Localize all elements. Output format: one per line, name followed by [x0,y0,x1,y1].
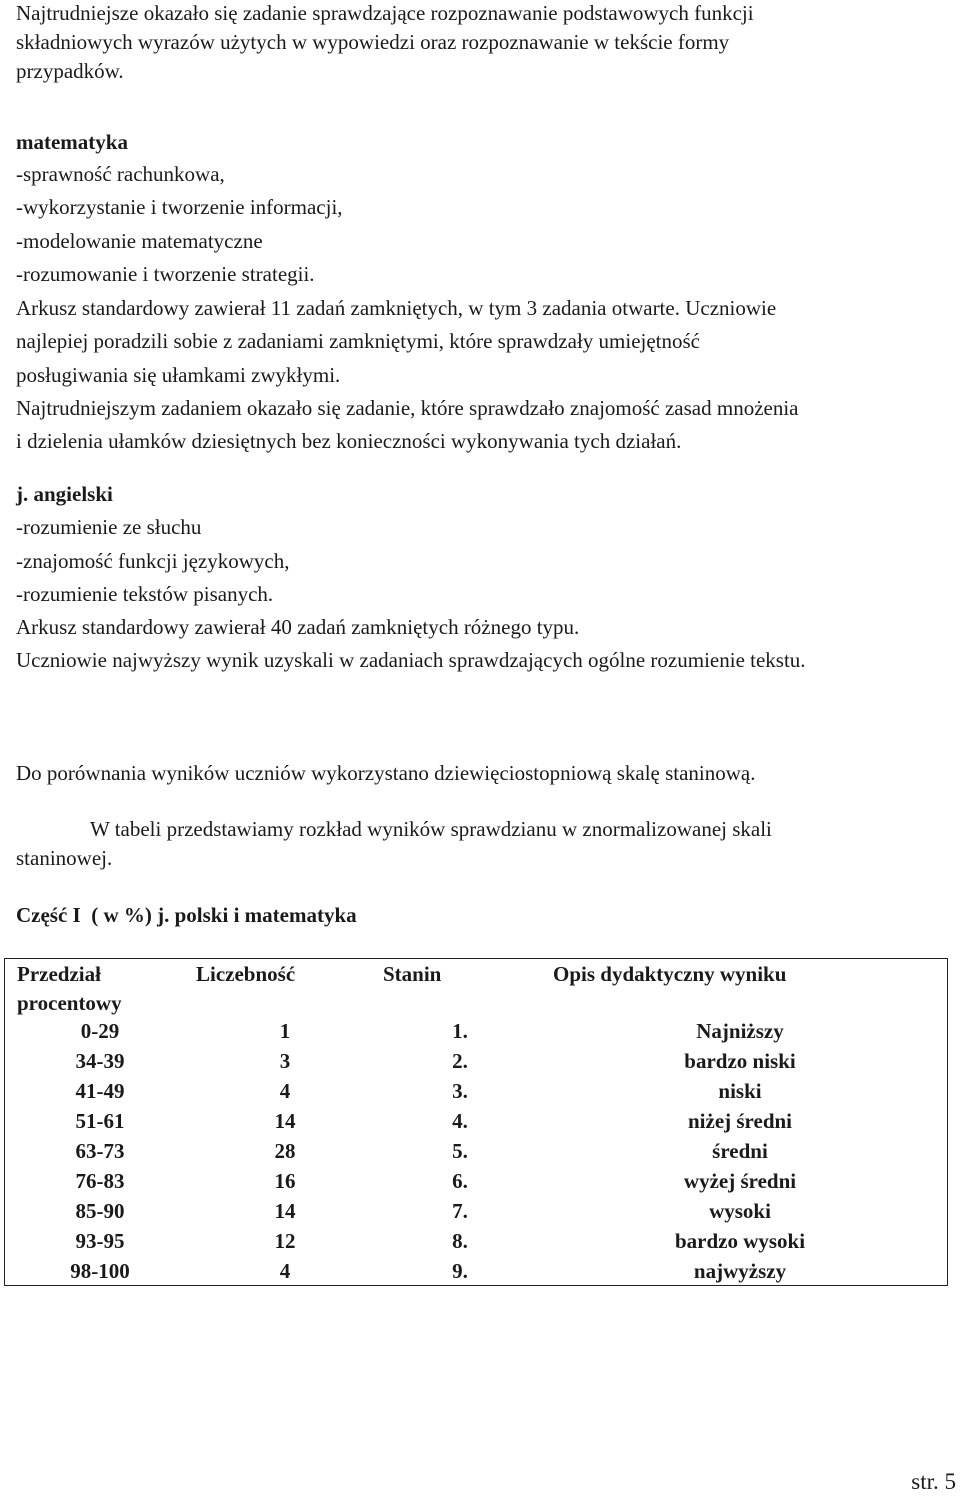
cell-description: wysoki [709,1199,771,1223]
header-range-line1: Przedział [17,962,101,986]
cell-description: średni [712,1139,768,1163]
cell-stanin: 6. [452,1169,468,1193]
cell-range: 63-73 [75,1139,125,1163]
cell-range: 85-90 [75,1199,125,1223]
cell-count: 14 [274,1109,296,1133]
cell-stanin: 5. [452,1139,468,1163]
table-row [5,1196,947,1226]
table-row [5,1256,947,1286]
cell-description: Najniższy [696,1019,784,1043]
cell-count: 4 [279,1079,291,1103]
header-stanin: Stanin [383,962,442,986]
intro-line: Najtrudniejsze okazało się zadanie sprawdzające rozpoznawanie podstawowych funkcji [16,1,754,25]
comparison-text: Do porównania wyników uczniów wykorzystano dziewięciostopniową skalę staninową. [16,761,756,785]
english-line: Arkusz standardowy zawierał 40 zadań zamkniętych różnego typu. [16,615,580,639]
math-paragraph-line: i dzielenia ułamków dziesiętnych bez konieczności wykonywania tych działań. [16,429,682,453]
math-skill: -modelowanie matematyczne [16,229,263,253]
math-skill: -rozumowanie i tworzenie strategii. [16,262,315,286]
table-intro-line: W tabeli przedstawiamy rozkład wyników sprawdzianu w znormalizowanej skali [90,817,772,841]
cell-stanin: 2. [452,1049,468,1073]
cell-description: bardzo wysoki [674,1229,806,1253]
stanin-table [4,958,948,1286]
math-paragraph-line: najlepiej poradzili sobie z zadaniami zamkniętymi, które sprawdzały umiejętność [16,329,701,353]
cell-count: 1 [279,1019,291,1043]
table-row [5,1046,947,1076]
english-line: -rozumienie tekstów pisanych. [16,582,274,606]
header-range-line2: procentowy [17,991,122,1015]
cell-stanin: 9. [452,1259,468,1283]
cell-description: niżej średni [687,1109,793,1133]
cell-range: 51-61 [75,1109,125,1133]
cell-count: 12 [274,1229,296,1253]
cell-description: najwyższy [693,1259,787,1283]
table-row [5,1016,947,1046]
cell-count: 3 [279,1049,291,1073]
intro-line: składniowych wyrazów użytych w wypowiedzi oraz rozpoznawanie w tekście formy [16,30,730,54]
math-paragraph-line: Najtrudniejszym zadaniem okazało się zadanie, które sprawdzało znajomość zasad mnożenia [16,396,799,420]
cell-stanin: 3. [452,1079,468,1103]
cell-count: 28 [274,1139,296,1163]
math-heading: matematyka [16,130,128,154]
cell-range: 98-100 [70,1259,130,1283]
cell-range: 41-49 [75,1079,125,1103]
header-description: Opis dydaktyczny wyniku [553,962,787,986]
table-row [5,1136,947,1166]
english-line: Uczniowie najwyższy wynik uzyskali w zadaniach sprawdzających ogólne rozumienie tekstu. [16,648,806,672]
table-intro-line: staninowej. [16,846,113,870]
cell-stanin: 8. [452,1229,468,1253]
english-line: -rozumienie ze słuchu [16,515,202,539]
cell-description: wyżej średni [683,1169,797,1193]
english-heading: j. angielski [16,482,113,506]
section-title: Część I ( w %) j. polski i matematyka [16,903,357,927]
table-row [5,1226,947,1256]
cell-description: niski [718,1079,762,1103]
table-row [5,1076,947,1106]
cell-stanin: 4. [452,1109,468,1133]
math-skill: -sprawność rachunkowa, [16,162,225,186]
math-skill: -wykorzystanie i tworzenie informacji, [16,195,343,219]
math-paragraph-line: posługiwania się ułamkami zwykłymi. [16,363,341,387]
intro-line: przypadków. [16,59,124,83]
cell-range: 93-95 [75,1229,125,1253]
math-paragraph-line: Arkusz standardowy zawierał 11 zadań zamkniętych, w tym 3 zadania otwarte. Uczniowie [16,296,777,320]
page-number: str. 5 [911,1469,956,1494]
cell-description: bardzo niski [684,1049,796,1073]
table-row [5,1106,947,1136]
table-row [5,1166,947,1196]
cell-stanin: 1. [452,1019,468,1043]
cell-stanin: 7. [452,1199,468,1223]
header-count: Liczebność [196,962,296,986]
cell-range: 76-83 [75,1169,125,1193]
cell-count: 14 [274,1199,296,1223]
cell-count: 4 [279,1259,291,1283]
cell-count: 16 [274,1169,296,1193]
cell-range: 0-29 [80,1019,120,1043]
cell-range: 34-39 [75,1049,125,1073]
table-header [5,959,947,1021]
english-line: -znajomość funkcji językowych, [16,549,290,573]
